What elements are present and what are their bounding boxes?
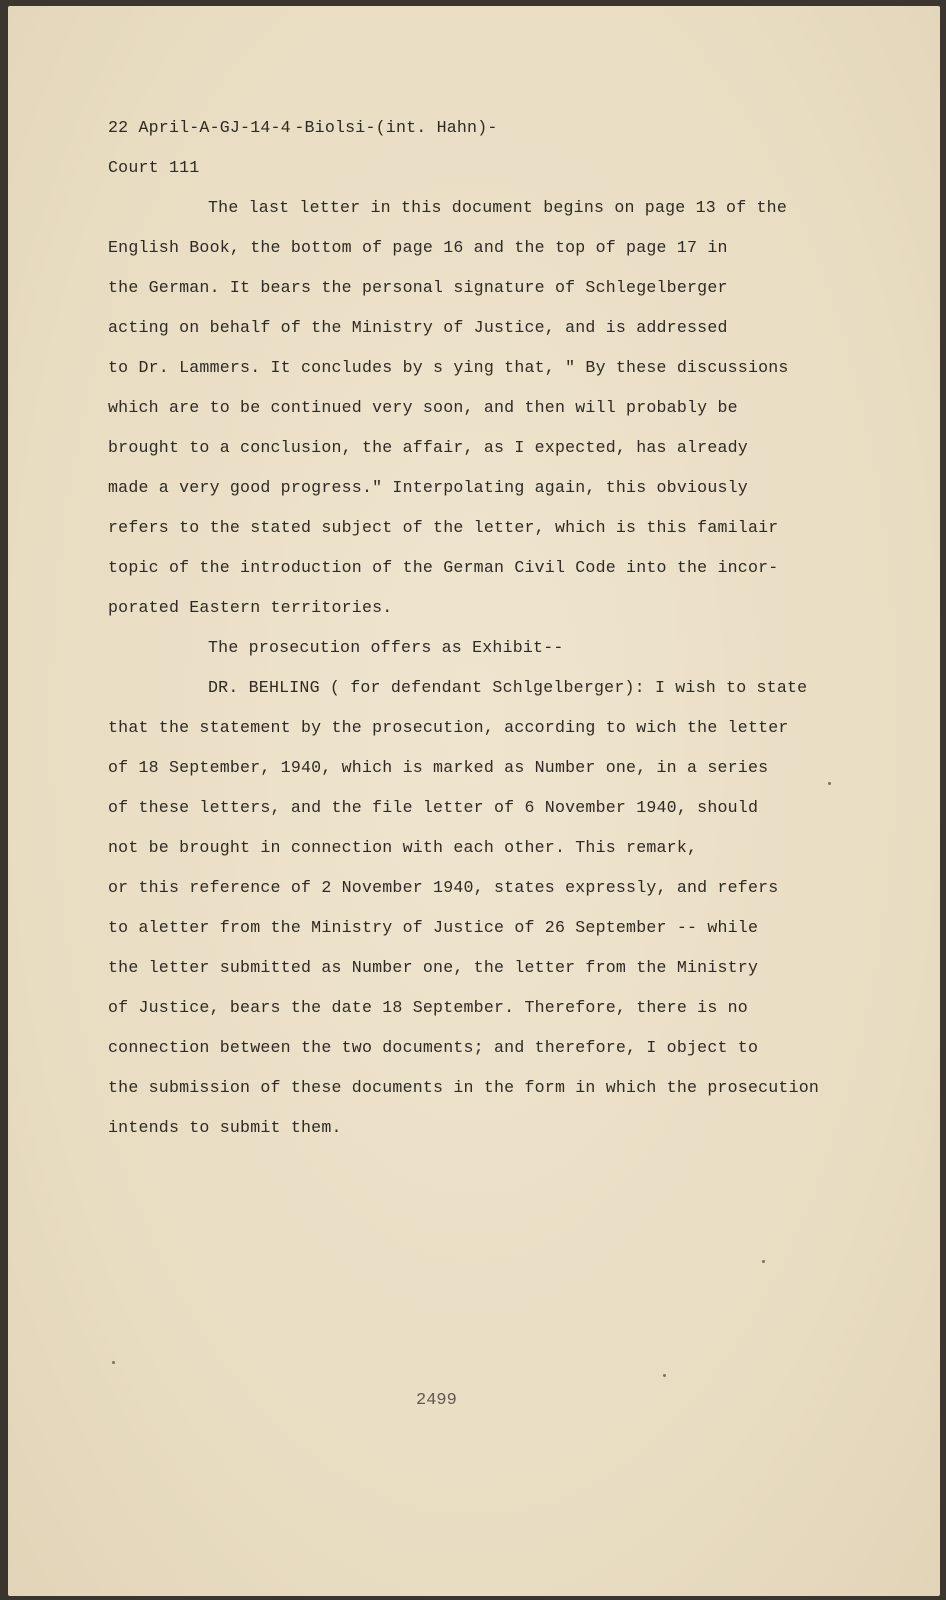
body-line: not be brought in connection with each other. This remark, — [108, 838, 698, 857]
body-line: DR. BEHLING ( for defendant Schlgelberger): I wish to state — [208, 678, 808, 697]
page-number: 2499 — [416, 1391, 457, 1410]
document-page — [8, 6, 940, 1596]
body-line: The last letter in this document begins on page 13 of the — [208, 198, 787, 217]
docket-header: 22 April-A-GJ-14-4 -Biolsi-(int. Hahn)- — [108, 118, 498, 137]
body-line: intends to submit them. — [108, 1118, 342, 1137]
body-line: connection between the two documents; and therefore, I object to — [108, 1038, 759, 1057]
body-line: which are to be continued very soon, and then will probably be — [108, 398, 738, 417]
body-line: of Justice, bears the date 18 September. Therefore, there is no — [108, 998, 748, 1017]
body-line: English Book, the bottom of page 16 and the top of page 17 in — [108, 238, 728, 257]
body-line: made a very good progress." Interpolating again, this obviously — [108, 478, 748, 497]
body-line: The prosecution offers as Exhibit-- — [208, 638, 564, 657]
body-line: the German. It bears the personal signature of Schlegelberger — [108, 278, 728, 297]
paper-speck — [828, 782, 831, 785]
body-line: of 18 September, 1940, which is marked as Number one, in a series — [108, 758, 769, 777]
body-line: the submission of these documents in the form in which the prosecution — [108, 1078, 820, 1097]
paper-speck — [112, 1361, 115, 1364]
body-line: porated Eastern territories. — [108, 598, 393, 617]
paper-speck — [663, 1374, 666, 1377]
body-line: the letter submitted as Number one, the letter from the Ministry — [108, 958, 759, 977]
body-line: acting on behalf of the Ministry of Justice, and is addressed — [108, 318, 728, 337]
body-line: to Dr. Lammers. It concludes by s ying that, " By these discussions — [108, 358, 789, 377]
court-label: Court 111 — [108, 158, 200, 177]
body-line: to aletter from the Ministry of Justice of 26 September -- while — [108, 918, 759, 937]
body-line: that the statement by the prosecution, according to wich the letter — [108, 718, 789, 737]
body-line: refers to the stated subject of the letter, which is this familair — [108, 518, 779, 537]
body-line: brought to a conclusion, the affair, as I expected, has already — [108, 438, 748, 457]
paper-speck — [762, 1260, 765, 1263]
body-line: topic of the introduction of the German Civil Code into the incor- — [108, 558, 779, 577]
body-line: or this reference of 2 November 1940, states expressly, and refers — [108, 878, 779, 897]
body-line: of these letters, and the file letter of 6 November 1940, should — [108, 798, 759, 817]
